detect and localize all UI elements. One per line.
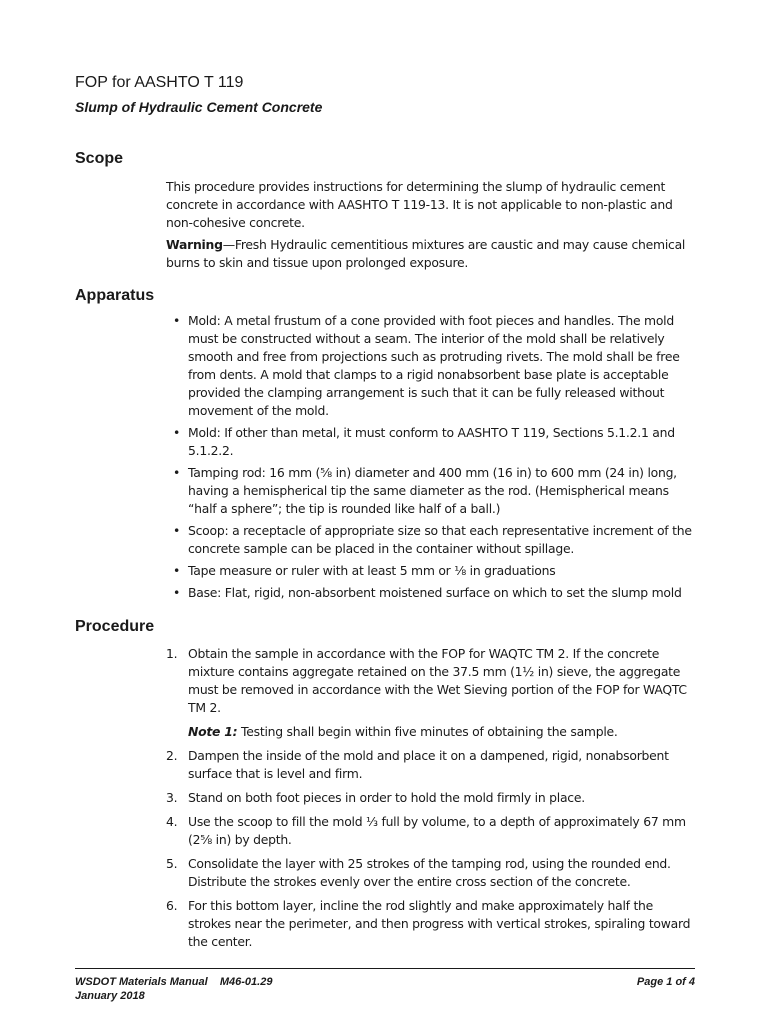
footer-date: January 2018: [75, 990, 145, 1002]
procedure-step: [166, 813, 696, 849]
note-label: Note 1:: [188, 724, 238, 739]
step-text: Use the scoop to fill the mold ⅓ full by volume, to a depth of approximately 67 mm (2⅝ in) by depth.: [188, 814, 686, 847]
step-text: Obtain the sample in accordance with the FOP for WAQTC TM 2. If the concrete mixture contains aggregate retained on the 37.5 mm (1½ in) sieve, the aggregate must be removed in accordance with the Wet Sieving portion of the FOP for WAQTC TM 2.: [188, 646, 687, 715]
footer-page-number: Page 1 of 4: [636, 976, 695, 988]
apparatus-item: • Scoop: a receptacle of appropriate size so that each representative increment of the concrete sample can be placed in the container without spillage.: [170, 522, 698, 558]
procedure-step: [166, 747, 696, 783]
step-text: Consolidate the layer with 25 strokes of the tamping rod, using the rounded end. Distribute the strokes evenly over the entire cross section of the concrete.: [188, 856, 671, 889]
scope-warning: [166, 236, 696, 272]
procedure-heading: Procedure: [75, 618, 155, 635]
document-title: FOP for AASHTO T 119: [75, 74, 244, 91]
step-number: 5.: [166, 856, 178, 871]
step-text: Stand on both foot pieces in order to hold the mold firmly in place.: [188, 790, 585, 805]
procedure-step: [166, 789, 696, 807]
apparatus-item: • Tape measure or ruler with at least 5 mm or ⅛ in graduations: [170, 562, 698, 580]
procedure-step: [166, 855, 696, 891]
procedure-list: [166, 645, 696, 957]
step-number: 6.: [166, 898, 178, 913]
step-number: 4.: [166, 814, 178, 829]
apparatus-item: • Mold: A metal frustum of a cone provided with foot pieces and handles. The mold must be constructed without a seam. The interior of the mold shall be relatively smooth and free from projections such as protruding rivets. The mold shall be free from dents. A mold that clamps to a rigid nonabsorbent base plate is acceptable provided the clamping arrangement is such that it can be fully released without movement of the mold.: [170, 312, 698, 420]
apparatus-item: • Mold: If other than metal, it must conform to AASHTO T 119, Sections 5.1.2.1 and 5.1.2.2.: [170, 424, 698, 460]
apparatus-list: [170, 312, 698, 606]
apparatus-heading: Apparatus: [75, 287, 155, 304]
footer-rule: [75, 968, 695, 969]
procedure-step: [166, 897, 696, 951]
footer-left: [75, 975, 272, 1003]
document-subtitle: Slump of Hydraulic Cement Concrete: [75, 99, 323, 115]
scope-paragraph: This procedure provides instructions for determining the slump of hydraulic cement concrete in accordance with AASHTO T 119-13. It is not applicable to non-plastic and non-cohesive concrete.: [166, 179, 673, 230]
footer-manual: WSDOT Materials Manual M46-01.29: [75, 976, 273, 988]
step-text: Dampen the inside of the mold and place it on a dampened, rigid, nonabsorbent surface that is level and firm.: [188, 748, 669, 781]
step-number: 1.: [166, 646, 178, 661]
apparatus-item: • Base: Flat, rigid, non-absorbent moistened surface on which to set the slump mold: [170, 584, 698, 602]
step-text: For this bottom layer, incline the rod slightly and make approximately half the strokes near the perimeter, and then progress with vertical strokes, spiraling toward the center.: [188, 898, 691, 949]
apparatus-item: • Tamping rod: 16 mm (⅝ in) diameter and 400 mm (16 in) to 600 mm (24 in) long, having a hemispherical tip the same diameter as the rod. (Hemispherical means “half a sphere”; the tip is rounded like half of a ball.): [170, 464, 698, 518]
step-number: 2.: [166, 748, 178, 763]
step-number: 3.: [166, 790, 178, 805]
warning-label: Warning: [166, 237, 223, 252]
warning-text: —Fresh Hydraulic cementitious mixtures are caustic and may cause chemical burns to skin and tissue upon prolonged exposure.: [166, 237, 686, 270]
procedure-note: [166, 723, 696, 741]
procedure-step: [166, 645, 696, 717]
scope-heading: Scope: [75, 150, 124, 167]
note-text: Testing shall begin within five minutes of obtaining the sample.: [237, 724, 618, 739]
